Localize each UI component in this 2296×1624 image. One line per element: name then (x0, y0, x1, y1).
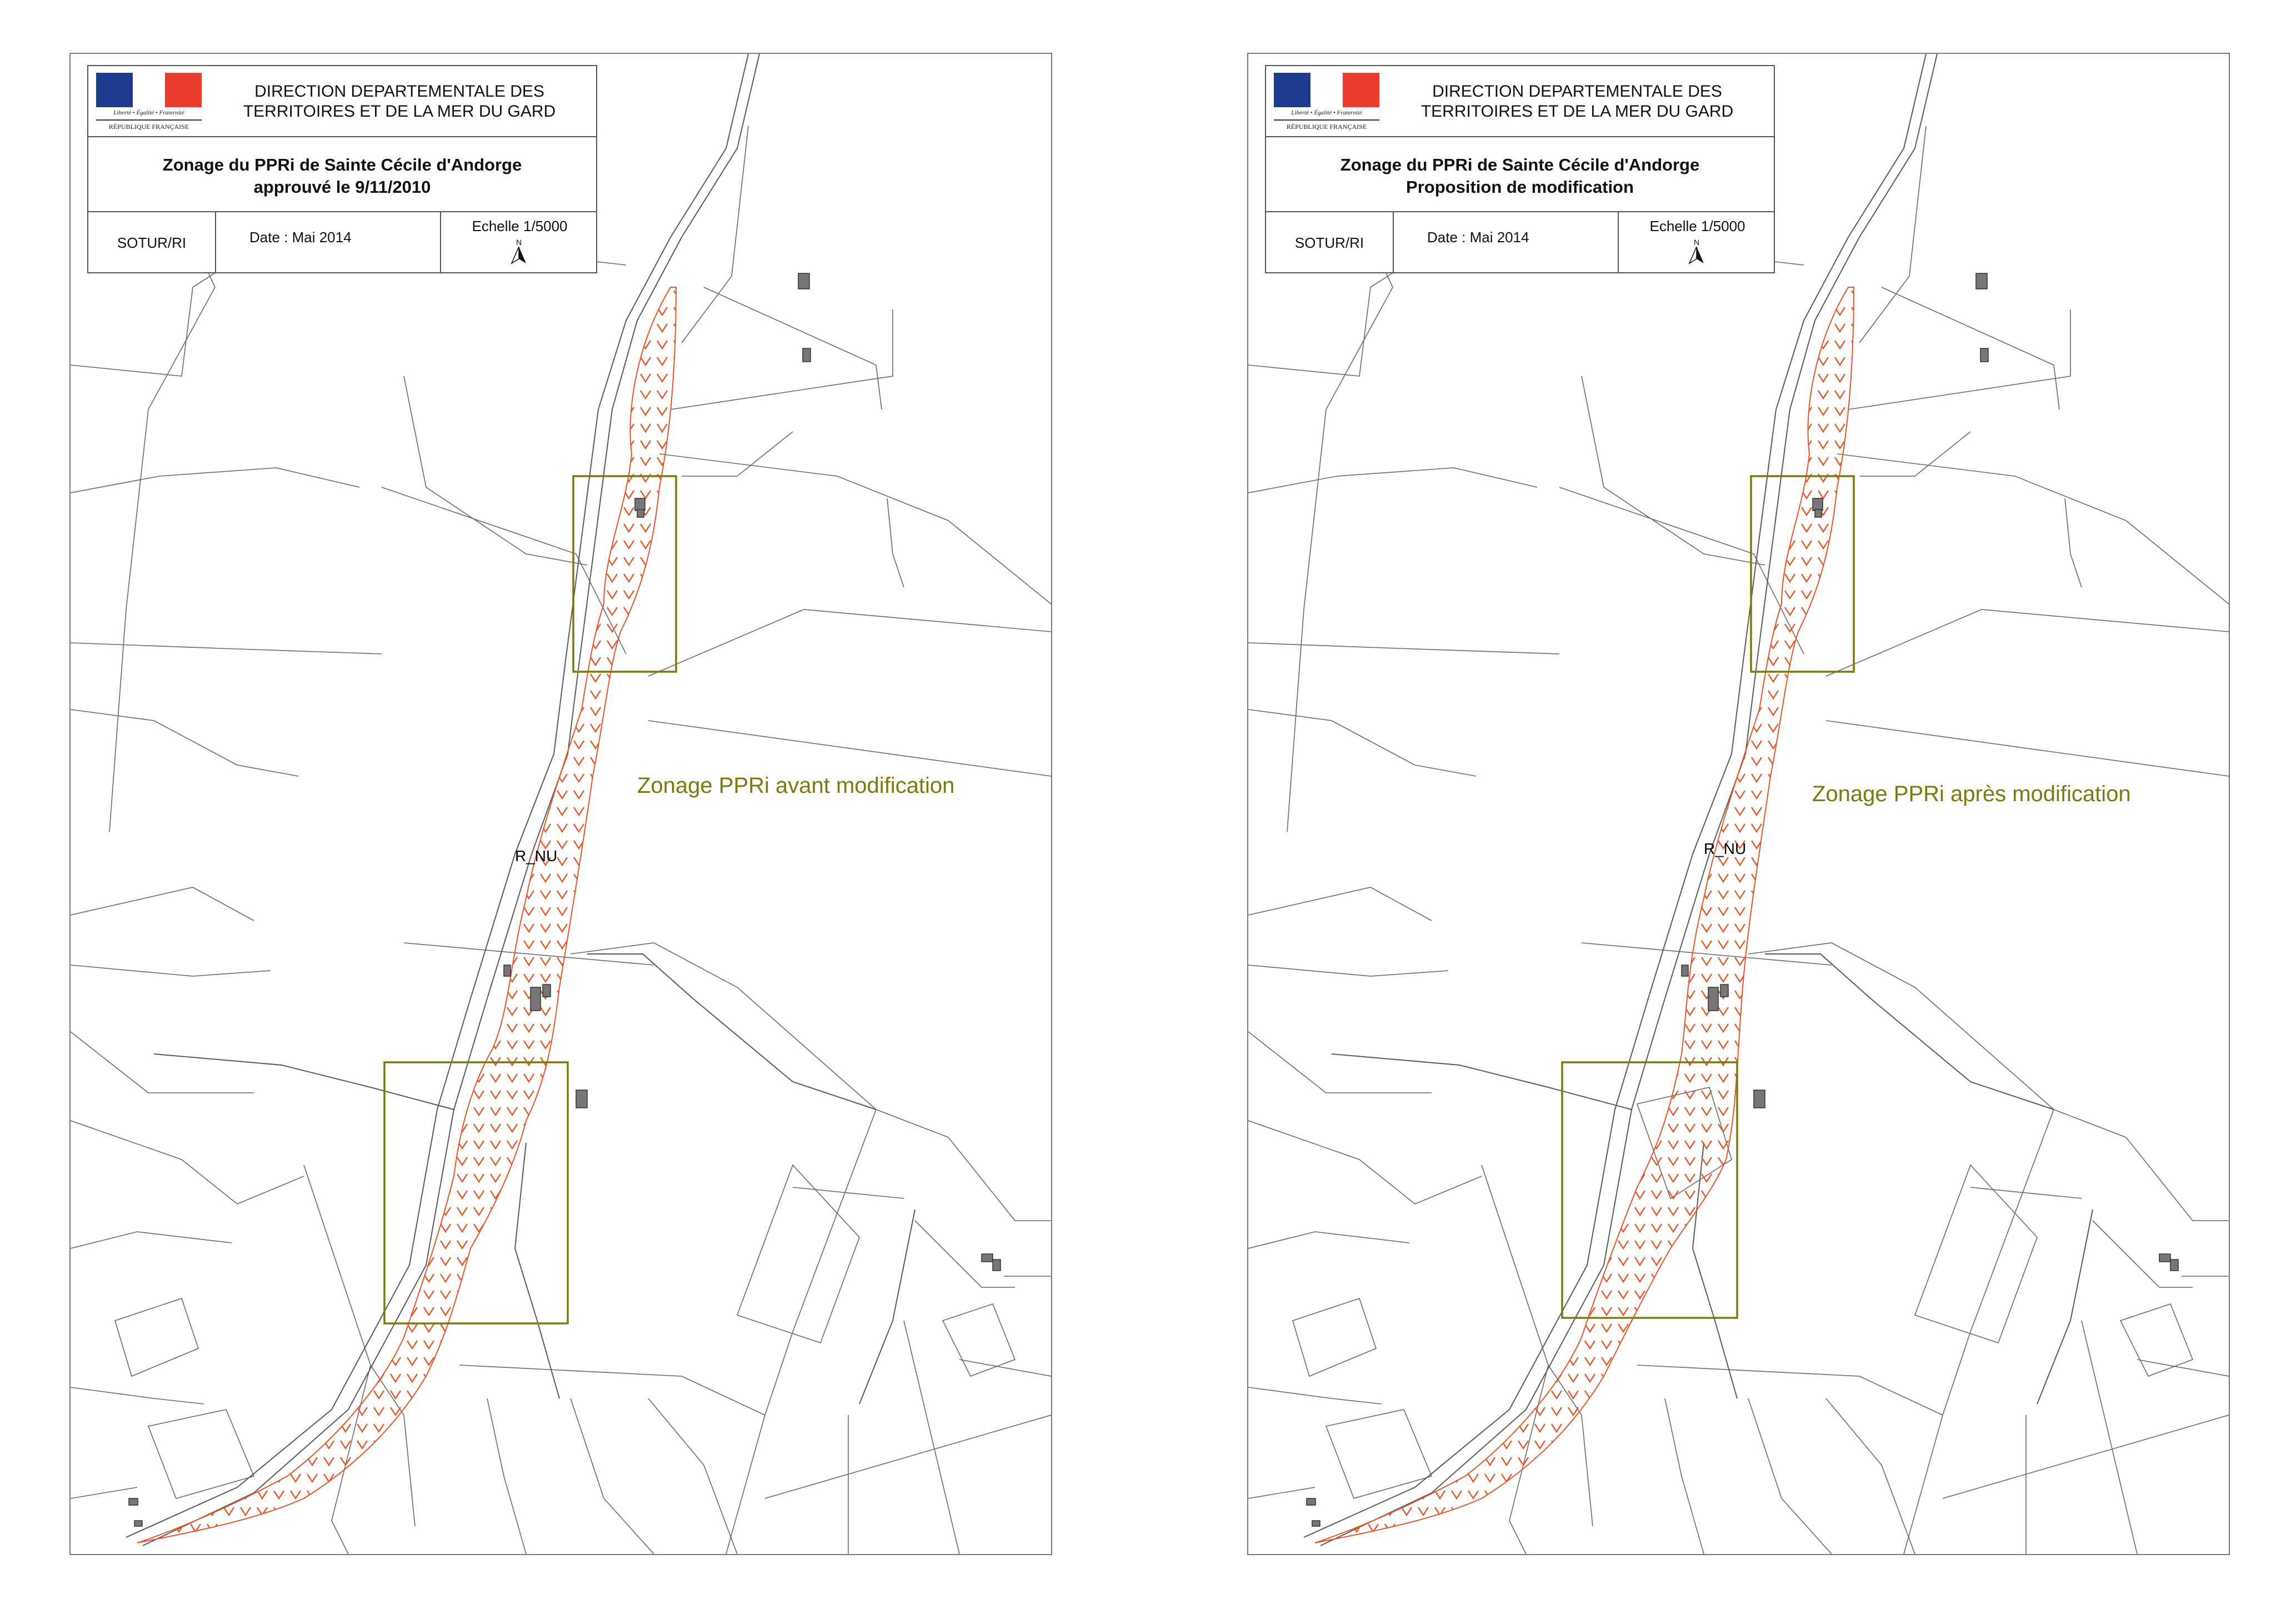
institution-line1: DIRECTION DEPARTEMENTALE DES (1432, 82, 1722, 101)
marianne-logo (96, 73, 202, 134)
institution-name (208, 82, 591, 122)
map-scale: Echelle 1/5000 (472, 218, 568, 234)
map-title-line1: Zonage du PPRi de Sainte Cécile d'Andorge (1340, 155, 1700, 174)
map-date: Date : Mai 2014 (216, 212, 441, 273)
parcel-map (71, 54, 1051, 1554)
institution-line2: TERRITOIRES ET DE LA MER DU GARD (243, 102, 556, 121)
institution-name (1385, 82, 1769, 122)
cartouche (87, 65, 597, 273)
north-arrow-icon (1688, 240, 1705, 265)
logo-republic: RÉPUBLIQUE FRANÇAISE (1274, 119, 1379, 131)
service-code: SOTUR/RI (88, 212, 216, 273)
map-sheet-before (69, 53, 1052, 1555)
cartouche-header (1266, 66, 1774, 137)
logo-motto: Liberté • Égalité • Fraternité (113, 109, 184, 116)
institution-line2: TERRITOIRES ET DE LA MER DU GARD (1420, 102, 1734, 121)
map-title (88, 137, 596, 212)
cartouche-header (88, 66, 596, 137)
north-label: N (1694, 238, 1700, 247)
zone-label: R_NU (515, 847, 558, 865)
zone-label: R_NU (1704, 840, 1747, 857)
map-title-line1: Zonage du PPRi de Sainte Cécile d'Andorge (162, 155, 522, 174)
north-label: N (516, 238, 522, 247)
logo-republic: RÉPUBLIQUE FRANÇAISE (96, 119, 202, 131)
map-title-line2: approuvé le 9/11/2010 (253, 177, 431, 197)
map-caption: Zonage PPRi après modification (1812, 782, 2131, 806)
marianne-logo (1274, 73, 1379, 134)
institution-line1: DIRECTION DEPARTEMENTALE DES (254, 82, 544, 101)
cartouche (1265, 65, 1775, 273)
logo-motto: Liberté • Égalité • Fraternité (1291, 109, 1362, 116)
map-sheet-after (1247, 53, 2230, 1555)
map-date: Date : Mai 2014 (1394, 212, 1619, 273)
cartouche-footer (1266, 212, 1774, 273)
scale-cell (1619, 212, 1776, 273)
scale-cell (441, 212, 598, 273)
map-caption: Zonage PPRi avant modification (637, 773, 955, 798)
flag-icon (96, 73, 202, 107)
flag-icon (1274, 73, 1379, 107)
map-title (1266, 137, 1774, 212)
north-arrow-icon (511, 240, 527, 265)
map-title-line2: Proposition de modification (1406, 177, 1634, 197)
map-scale: Echelle 1/5000 (1649, 218, 1745, 234)
cartouche-footer (88, 212, 596, 273)
service-code: SOTUR/RI (1266, 212, 1394, 273)
